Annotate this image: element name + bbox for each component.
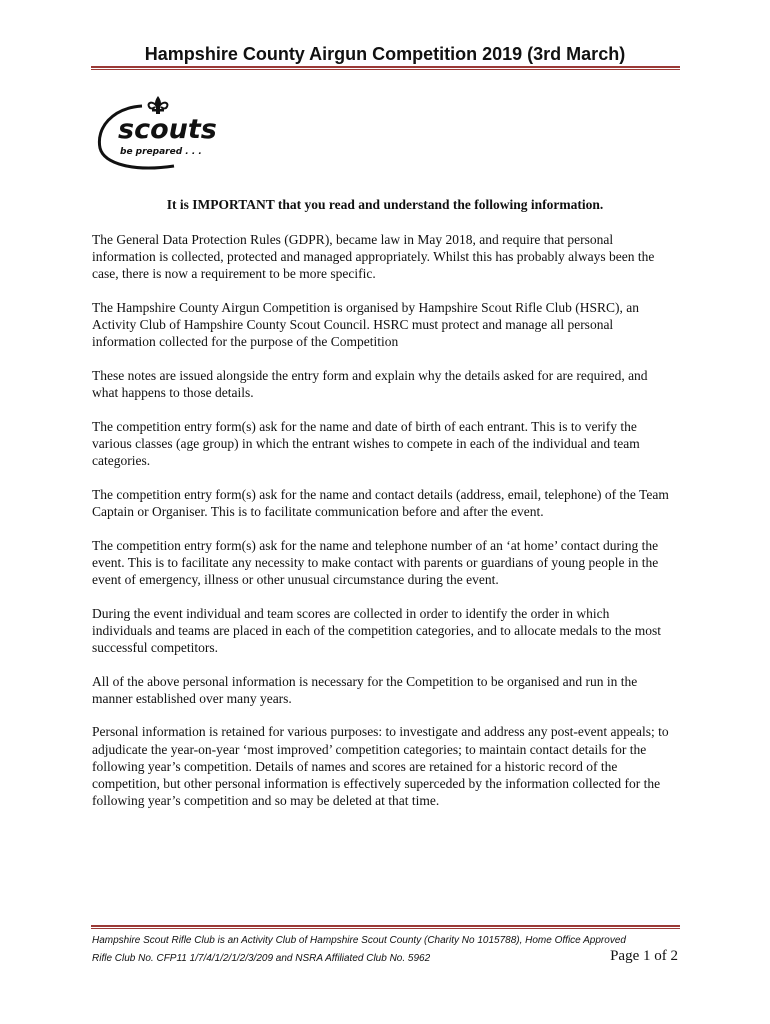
footer-rule bbox=[91, 925, 680, 929]
header-rule bbox=[91, 66, 680, 70]
scouts-logo bbox=[94, 92, 228, 172]
paragraph: During the event individual and team scores are collected in order to identify the order in which individuals and teams are placed in each of the competition categories, and to allocate medals to the most successful competitors. bbox=[92, 605, 662, 655]
paragraph: Personal information is retained for various purposes: to investigate and address any post-event appeals; to adjudicate the year-on-year ‘most improved’ competition categories; to maintain contact details for the following year’s competition. Details of names and scores are retained for a historic record of the competition, but other personal information is effectively superceded by the information collected for the following year’s competition and so may be deleted at that time. bbox=[92, 724, 669, 809]
important-notice: It is IMPORTANT that you read and understand the following information. bbox=[166, 197, 604, 212]
page-number: Page 1 of 2 bbox=[610, 948, 678, 964]
paragraph: The competition entry form(s) ask for the name and date of birth of each entrant. This is to verify the various classes (age group) in which the entrant wishes to compete in each of the individual and team categories. bbox=[92, 418, 640, 469]
paragraph: The Hampshire County Airgun Competition is organised by Hampshire Scout Rifle Club (HSRC), an Activity Club of Hampshire County Scout Council. HSRC must protect and manage all personal information collected for the purpose of the Competition bbox=[92, 300, 639, 350]
paragraph: These notes are issued alongside the entry form and explain why the details asked for are required, and what happens to those details. bbox=[92, 368, 648, 401]
page-title: Hampshire County Airgun Competition 2019 (3rd March) bbox=[144, 44, 626, 64]
footer-line-1: Hampshire Scout Rifle Club is an Activity Club of Hampshire Scout County (Charity No 1015788), Home Office Approved bbox=[92, 935, 626, 946]
paragraph: All of the above personal information is necessary for the Competition to be organised and run in the manner established over many years. bbox=[92, 673, 638, 706]
paragraph: The competition entry form(s) ask for the name and contact details (address, email, telephone) of the Team Captain or Organiser. This is to facilitate communication before and after the event. bbox=[92, 486, 669, 519]
logo-tagline: be prepared . . . bbox=[120, 147, 202, 157]
document-body bbox=[92, 231, 672, 826]
footer-line-2: Rifle Club No. CFP11 1/7/4/1/2/1/2/3/209 and NSRA Affiliated Club No. 5962 bbox=[92, 953, 431, 964]
paragraph: The competition entry form(s) ask for the name and telephone number of an ‘at home’ contact during the event. This is to facilitate any necessity to make contact with parents or guardians of young people in the event of emergency, illness or other unusual circumstance during the event. bbox=[92, 537, 659, 587]
logo-wordmark: scouts bbox=[118, 114, 217, 145]
fleur-de-lis-icon bbox=[149, 96, 168, 114]
paragraph: The General Data Protection Rules (GDPR), became law in May 2018, and require that personal information is collected, protected and managed appropriately. Whilst this has probably always been the case, there is now a requirement to be more specific. bbox=[92, 232, 655, 282]
